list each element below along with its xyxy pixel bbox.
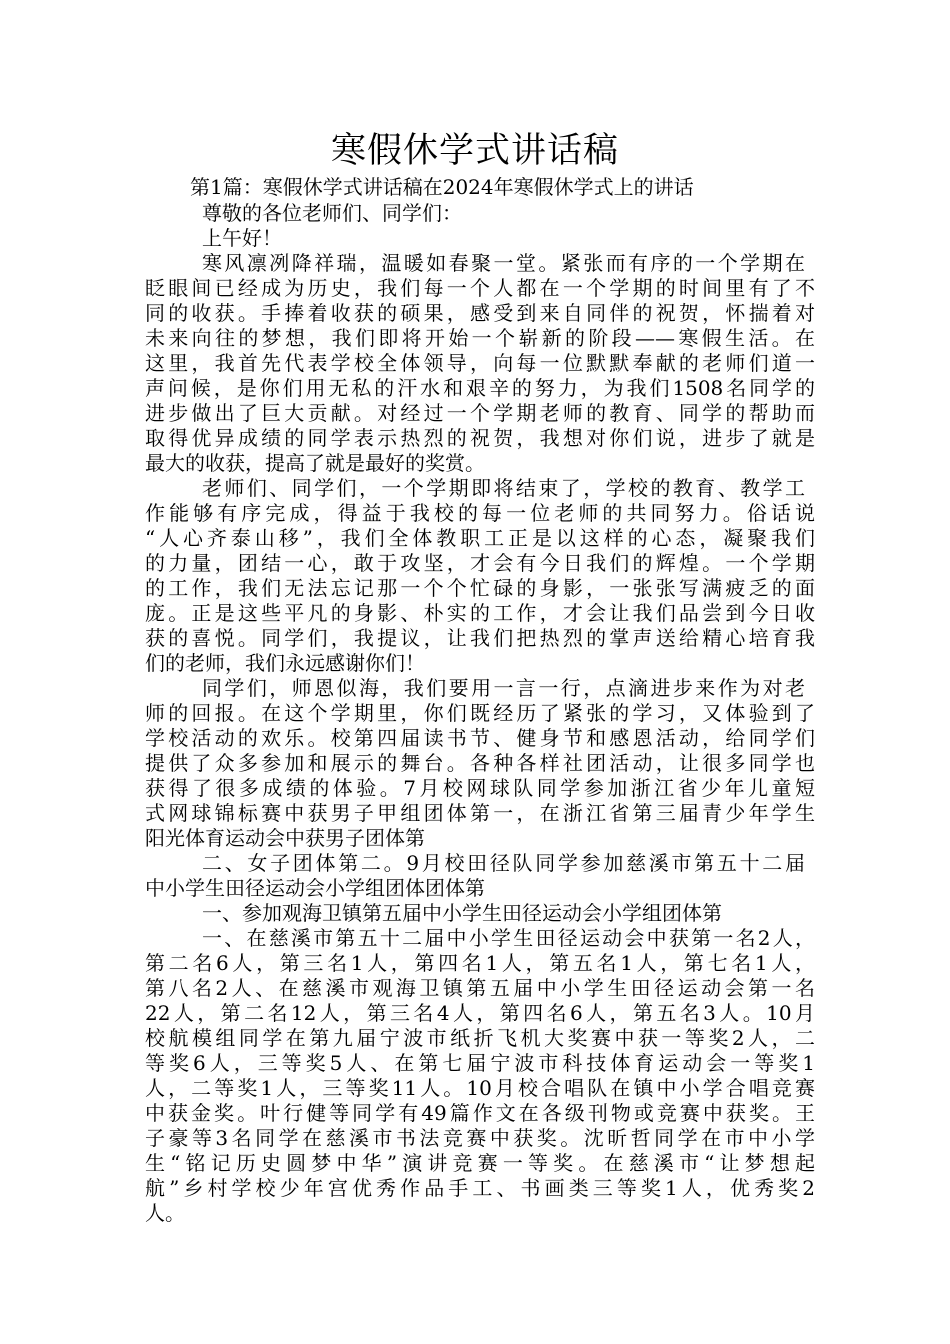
text-line: 生“铭记历史圆梦中华”演讲竞赛一等奖。在慈溪市“让梦想起: [145, 1151, 815, 1175]
text-line: 的力量，团结一心，敢于攻坚，才会有今日我们的辉煌。一个学期: [145, 551, 815, 575]
text-line: 等奖6人，三等奖5人、在第七届宁波市科技体育运动会一等奖1: [145, 1051, 815, 1075]
greeting: 上午好！: [202, 226, 282, 250]
text-line: 人。: [145, 1201, 185, 1225]
text-line: 眨眼间已经成为历史，我们每一个人都在一个学期的时间里有了不: [145, 276, 815, 300]
text-line: 人，二等奖1人，三等奖11人。10月校合唱队在镇中小学合唱竞赛: [145, 1076, 815, 1100]
text-line: 中小学生田径运动会小学组团体团体第: [145, 876, 485, 900]
text-line: 式网球锦标赛中获男子甲组团体第一，在浙江省第三届青少年学生: [145, 801, 815, 825]
text-line: 航”乡村学校少年宫优秀作品手工、书画类三等奖1人，优秀奖2: [145, 1176, 815, 1200]
text-line: 同学们，师恩似海，我们要用一言一行，点滴进步来作为对老: [202, 676, 805, 700]
text-line: 的工作，我们无法忘记那一个个忙碌的身影，一张张写满疲乏的面: [145, 576, 815, 600]
text-line: 作能够有序完成，得益于我校的每一位老师的共同努力。俗话说: [145, 501, 815, 525]
text-line: 一、在慈溪市第五十二届中小学生田径运动会中获第一名2人，: [202, 926, 815, 950]
text-line: 寒风凛冽降祥瑞，温暖如春聚一堂。紧张而有序的一个学期在: [202, 251, 805, 275]
text-line: 校航模组同学在第九届宁波市纸折飞机大奖赛中获一等奖2人，二: [145, 1026, 815, 1050]
text-line: 第二名6人，第三名1人，第四名1人，第五名1人，第七名1人，: [145, 951, 815, 975]
text-line: 中获金奖。叶行健等同学有49篇作文在各级刊物或竞赛中获奖。王: [145, 1101, 815, 1125]
text-line: 22人，第二名12人，第三名4人，第四名6人，第五名3人。10月: [145, 1001, 815, 1025]
text-line: 声问候，是你们用无私的汗水和艰辛的努力，为我们1508名同学的: [145, 376, 815, 400]
text-line: 们的老师，我们永远感谢你们！: [145, 651, 425, 675]
text-line: 二、女子团体第二。9月校田径队同学参加慈溪市第五十二届: [202, 851, 805, 875]
text-line: 学校活动的欢乐。校第四届读书节、健身节和感恩活动，给同学们: [145, 726, 815, 750]
text-line: 取得优异成绩的同学表示热烈的祝贺，我想对你们说，进步了就是: [145, 426, 815, 450]
text-line: 进步做出了巨大贡献。对经过一个学期老师的教育、同学的帮助而: [145, 401, 815, 425]
text-line: 子豪等3名同学在慈溪市书法竞赛中获奖。沈昕哲同学在市中小学: [145, 1126, 815, 1150]
text-line: 这里，我首先代表学校全体领导，向每一位默默奉献的老师们道一: [145, 351, 815, 375]
text-line: 阳光体育运动会中获男子团体第: [145, 826, 425, 850]
text-line: 提供了众多参加和展示的舞台。各种各样社团活动，让很多同学也: [145, 751, 815, 775]
text-line: 第八名2人、在慈溪市观海卫镇第五届中小学生田径运动会第一名: [145, 976, 815, 1000]
document-title: 寒假休学式讲话稿: [330, 131, 619, 171]
text-line: 未来向往的梦想，我们即将开始一个崭新的阶段——寒假生活。在: [145, 326, 815, 350]
text-line: 师的回报。在这个学期里，你们既经历了紧张的学习，又体验到了: [145, 701, 815, 725]
text-line: 一、参加观海卫镇第五届中小学生田径运动会小学组团体第: [202, 901, 722, 925]
text-line: 获得了很多成绩的体验。7月校网球队同学参加浙江省少年儿童短: [145, 776, 815, 800]
text-line: 同的收获。手捧着收获的硕果，感受到来自同伴的祝贺，怀揣着对: [145, 301, 815, 325]
text-line: 老师们、同学们，一个学期即将结束了，学校的教育、教学工: [202, 476, 805, 500]
text-line: 庞。正是这些平凡的身影、朴实的工作，才会让我们品尝到今日收: [145, 601, 815, 625]
text-line: “人心齐泰山移”，我们全体教职工正是以这样的心态，凝聚我们: [145, 526, 815, 550]
salutation: 尊敬的各位老师们、同学们：: [202, 201, 462, 225]
subtitle: 第1篇：寒假休学式讲话稿在2024年寒假休学式上的讲话: [190, 175, 694, 199]
text-line: 最大的收获，提高了就是最好的奖赏。: [145, 451, 485, 475]
text-line: 获的喜悦。同学们，我提议，让我们把热烈的掌声送给精心培育我: [145, 626, 815, 650]
